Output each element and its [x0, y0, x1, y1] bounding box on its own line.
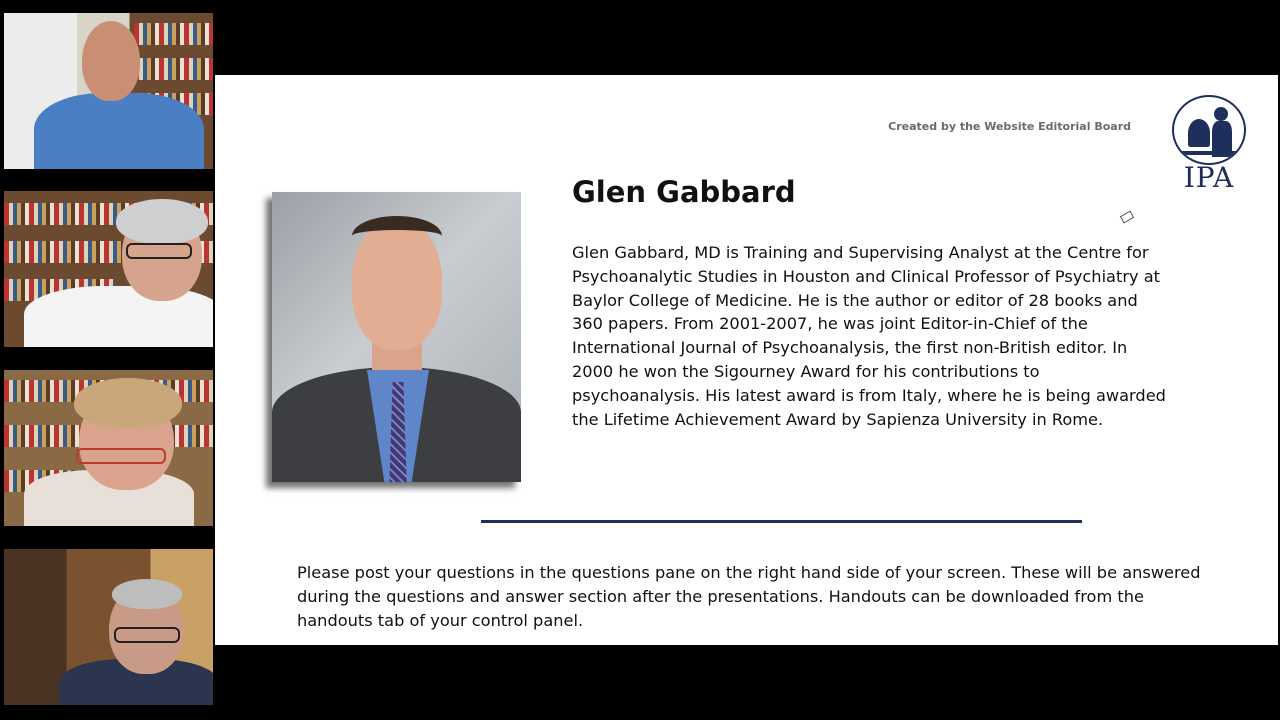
presentation-slide: [215, 75, 1278, 645]
logo-text: IPA: [1183, 161, 1235, 194]
speaker-photo: [272, 192, 521, 482]
participant-video-4[interactable]: [4, 549, 213, 705]
questions-note: Please post your questions in the questions pane on the right hand side of your screen. These will be answered during the questions and answer section after the presentations. Handouts can be downloaded from the handouts tab of your control panel.: [297, 563, 1201, 630]
ipa-emblem-icon: [1172, 95, 1246, 165]
speaker-bio: Glen Gabbard, MD is Training and Supervising Analyst at the Centre for Psychoanalytic Studies in Houston and Clinical Professor of Psychiatry at Baylor College of Medicine. He is the author or editor of 28 books and 360 papers. From 2001-2007, he was joint Editor-in-Chief of the International Journal of Psychoanalysis, the first non-British editor. In 2000 he won the Sigourney Award for his contributions to psychoanalysis. His latest award is from Italy, where he is being awarded the Lifetime Achievement Award by Sapienza University in Rome.: [572, 243, 1166, 429]
slide-credit: Created by the Website Editorial Board: [888, 120, 1131, 133]
speaker-name: Glen Gabbard: [572, 175, 796, 209]
participant-video-3[interactable]: [4, 370, 213, 526]
participant-video-1[interactable]: [4, 13, 213, 169]
divider: [481, 520, 1082, 523]
ipa-logo: [1170, 95, 1248, 195]
participant-video-2[interactable]: [4, 191, 213, 347]
